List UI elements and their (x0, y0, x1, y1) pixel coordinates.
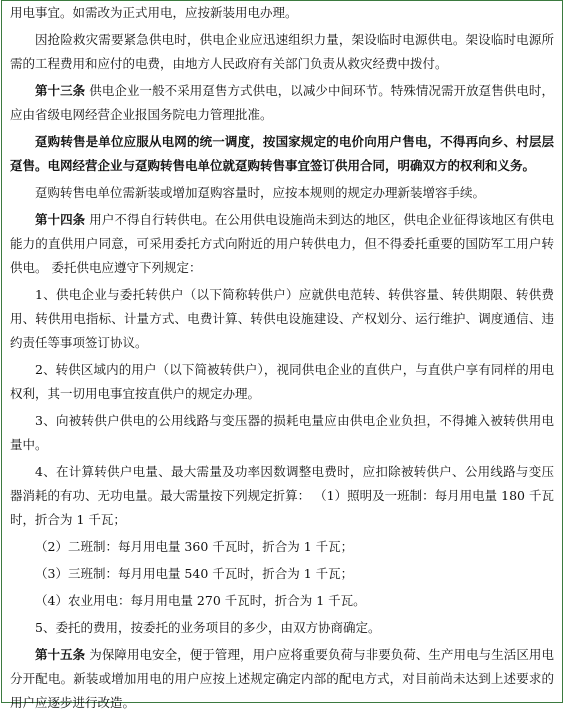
paragraph-6 (10, 283, 554, 355)
paragraph-text: 3、向被转供户供电的公用线路与变压器的损耗电量应由供电企业负担，不得摊入被转供用电量中。 (10, 413, 554, 452)
paragraph-text: 4、在计算转供户电量、最大需量及功率因数调整电费时，应扣除被转供户、公用线路与变压器消耗的有功、无功电量。最大需量按下列规定折算： （1）照明及一班制：每月用电量 180 千瓦时，折合为 1 千瓦； (10, 464, 554, 527)
paragraph-text: 用户不得自行转供电。在公用供电设施尚未到达的地区，供电企业征得该地区有供电能力的直供用户同意，可采用委托方式向附近的用户转供电力，但不得委托重要的国防军工用户转供电。 委托供电应遵守下列规定： (10, 212, 554, 275)
paragraph-text: （4）农业用电：每月用电量 270 千瓦时，折合为 1 千瓦。 (35, 593, 366, 608)
paragraph-text: 用电事宜。如需改为正式用电，应按新装用电办理。 (10, 5, 298, 20)
paragraph-text: 2、转供区域内的用户（以下简被转供户），视同供电企业的直供户，与直供户享有同样的用电权利，其一切用电事宜按直供户的规定办理。 (10, 362, 554, 401)
paragraph-11 (10, 562, 554, 586)
paragraph-3 (10, 130, 554, 178)
paragraph-7 (10, 358, 554, 406)
article-13 (10, 79, 554, 127)
paragraph-text: （2）二班制：每月用电量 360 千瓦时，折合为 1 千瓦； (35, 539, 354, 554)
paragraph-text: 1、供电企业与委托转供户（以下简称转供户）应就供电范转、转供容量、转供期限、转供费用、转供用电指标、计量方式、电费计算、转供电设施建设、产权划分、运行维护、调度通信、违约责任等事项签订协议。 (10, 287, 554, 350)
paragraph-12 (10, 589, 554, 613)
paragraph-text: 供电企业一般不采用趸售方式供电，以减少中间环节。特殊情况需开放趸售供电时，应由省级电网经营企业报国务院电力管理批准。 (10, 83, 554, 122)
article-15 (10, 643, 554, 715)
document-frame (1, 0, 563, 710)
article-heading: 第十四条 (35, 212, 86, 227)
paragraph-8 (10, 409, 554, 457)
paragraph-text: 趸购转售电单位需新装或增加趸购容量时，应按本规则的规定办理新装增容手续。 (35, 185, 486, 200)
paragraph-text: 为保障用电安全，便于管理，用户应将重要负荷与非要负荷、生产用电与生活区用电分开配电。新装或增加用电的用户应按上述规定确定内部的配电方式，对目前尚未达到上述要求的用户应逐步进行改造。 (10, 647, 554, 710)
article-14 (10, 208, 554, 280)
article-heading: 第十三条 (35, 83, 86, 98)
article-heading: 第十五条 (35, 647, 86, 662)
paragraph-text: （3）三班制：每月用电量 540 千瓦时，折合为 1 千瓦； (35, 566, 354, 581)
paragraph-13 (10, 616, 554, 640)
paragraph-9 (10, 460, 554, 532)
paragraph-text: 因抢险救灾需要紧急供电时，供电企业应迅速组织力量，架设临时电源供电。架设临时电源所需的工程费用和应付的电费，由地方人民政府有关部门负责从救灾经费中拨付。 (10, 32, 554, 71)
paragraph-text: 趸购转售是单位应服从电网的统一调度，按国家规定的电价向用户售电，不得再向乡、村层层趸售。电网经营企业与趸购转售电单位就趸购转售事宜签订供用合同，明确双方的权利和义务。 (10, 134, 554, 173)
paragraph-1 (10, 28, 554, 76)
paragraph-0 (10, 1, 554, 25)
paragraph-4 (10, 181, 554, 205)
paragraph-10 (10, 535, 554, 559)
paragraph-text: 5、委托的费用，按委托的业务项目的多少，由双方协商确定。 (35, 620, 381, 635)
